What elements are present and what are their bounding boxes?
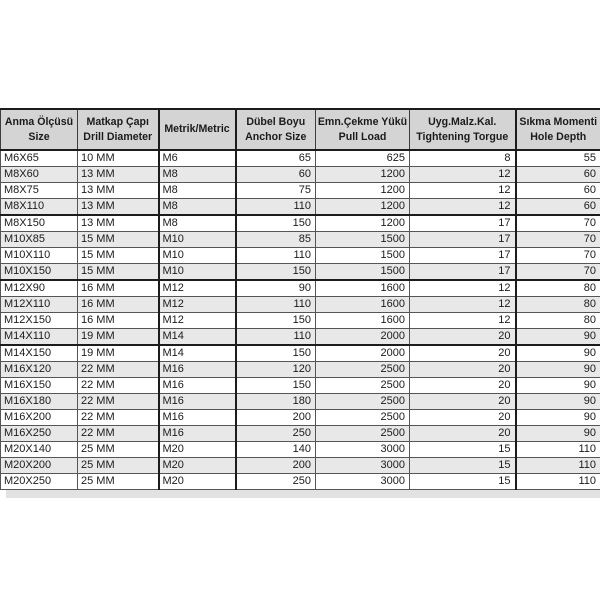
column-header-4 [236,109,316,150]
table-cell: 12 [410,297,516,313]
table-cell: 90 [516,426,600,442]
table-cell: 17 [410,264,516,281]
column-header-line1: Dübel Boyu [246,115,306,128]
table-cell: 25 MM [78,442,159,458]
table-cell: 60 [236,167,316,183]
table-header [1,109,600,150]
table-cell: M14X110 [1,329,78,346]
table-row [1,215,600,232]
table-cell: 120 [236,362,316,378]
table-cell: 60 [516,167,600,183]
table-cell: M8 [159,199,236,216]
column-header-line2: Tightening Torgue [416,130,509,143]
table-cell: 20 [410,410,516,426]
table-cell: 110 [516,474,600,490]
table-cell: M16 [159,394,236,410]
table-cell: 16 MM [78,297,159,313]
table-cell: M16X120 [1,362,78,378]
table-cell: 55 [516,150,600,167]
table-cell: 8 [410,150,516,167]
table-cell: 90 [516,410,600,426]
table-row [1,232,600,248]
table-cell: 90 [516,394,600,410]
table-cell: 80 [516,280,600,297]
table-cell: 10 MM [78,150,159,167]
table-cell: M16X150 [1,378,78,394]
table-cell: 17 [410,232,516,248]
table-cell: 110 [516,442,600,458]
table-cell: M8X150 [1,215,78,232]
table-cell: M16 [159,426,236,442]
table-cell: M16 [159,410,236,426]
table-cell: 200 [236,458,316,474]
table-cell: 20 [410,394,516,410]
table-row [1,280,600,297]
table-cell: 60 [516,183,600,199]
table-row [1,410,600,426]
table-cell: 2000 [316,329,410,346]
table-cell: 3000 [316,458,410,474]
table-cell: 12 [410,313,516,329]
table-cell: 25 MM [78,474,159,490]
table-cell: M16 [159,378,236,394]
table-cell: 19 MM [78,329,159,346]
table-cell: 70 [516,248,600,264]
table-cell: 250 [236,426,316,442]
table-cell: 625 [316,150,410,167]
table-cell: 180 [236,394,316,410]
table-cell: 12 [410,183,516,199]
table-cell: 1200 [316,167,410,183]
table-cell: M8 [159,215,236,232]
table-row [1,362,600,378]
table-cell: M6 [159,150,236,167]
table-cell: 150 [236,345,316,362]
table-cell: 110 [236,199,316,216]
table-cell: 20 [410,362,516,378]
table-cell: 15 [410,458,516,474]
table-cell: M8X75 [1,183,78,199]
table-cell: M20 [159,474,236,490]
table-cell: M16X200 [1,410,78,426]
table-cell: 13 MM [78,183,159,199]
table-row [1,264,600,281]
table-cell: 60 [516,199,600,216]
table-row [1,297,600,313]
table-cell: 200 [236,410,316,426]
table-cell: 2500 [316,426,410,442]
table-cell: 140 [236,442,316,458]
table-cell: M10 [159,264,236,281]
table-row [1,183,600,199]
table-cell: 1200 [316,199,410,216]
table-cell: M20X140 [1,442,78,458]
table-cell: M10 [159,248,236,264]
table-cell: M20 [159,442,236,458]
table-cell: 1500 [316,264,410,281]
table-cell: 110 [236,329,316,346]
column-header-line1: Uyg.Malz.Kal. [428,115,497,128]
table-cell: 15 MM [78,264,159,281]
table-cell: 12 [410,167,516,183]
table-cell: 13 MM [78,199,159,216]
table-cell: 80 [516,297,600,313]
table-cell: 20 [410,345,516,362]
table-row [1,150,600,167]
column-header-5 [316,109,410,150]
table-cell: 15 MM [78,232,159,248]
column-header-line2: Hole Depth [530,130,587,143]
table-cell: M16X180 [1,394,78,410]
table-cell: M16X250 [1,426,78,442]
table-cell: M10 [159,232,236,248]
table-row [1,199,600,216]
table-cell: 70 [516,215,600,232]
table-cell: 65 [236,150,316,167]
table-cell: 3000 [316,474,410,490]
table-cell: 20 [410,329,516,346]
column-header-line1: Emn.Çekme Yükü [317,115,408,128]
table-cell: 20 [410,426,516,442]
table-row [1,345,600,362]
table-cell: 90 [236,280,316,297]
table-cell: 20 [410,378,516,394]
table-cell: 250 [236,474,316,490]
table-cell: M8 [159,167,236,183]
column-header-7 [516,109,600,150]
table-cell: M12X110 [1,297,78,313]
table-cell: M10X85 [1,232,78,248]
table-cell: 15 MM [78,248,159,264]
table-cell: 19 MM [78,345,159,362]
table-cell: 150 [236,313,316,329]
table-cell: M10X110 [1,248,78,264]
table-cell: 1200 [316,215,410,232]
table-cell: 17 [410,248,516,264]
spec-table-zone [0,108,600,498]
table-cell: 90 [516,378,600,394]
table-row [1,378,600,394]
table-cell: 22 MM [78,362,159,378]
table-row [1,394,600,410]
table-cell: 75 [236,183,316,199]
table-row [1,474,600,490]
table-cell: 22 MM [78,394,159,410]
table-row [1,458,600,474]
table-cell: M8X60 [1,167,78,183]
column-header-line1: Matkap Çapı [86,115,149,128]
column-header-3 [159,109,236,150]
table-cell: 85 [236,232,316,248]
table-body [1,150,600,490]
table-row [1,442,600,458]
column-header-6 [410,109,516,150]
table-row [1,167,600,183]
table-cell: 2500 [316,410,410,426]
table-cell: 150 [236,378,316,394]
table-cell: M6X65 [1,150,78,167]
table-cell: M14 [159,345,236,362]
table-cell: 16 MM [78,313,159,329]
table-cell: 2000 [316,345,410,362]
table-cell: M8 [159,183,236,199]
column-header-line2: Size [28,130,50,143]
table-cell: 90 [516,329,600,346]
table-cell: M12 [159,280,236,297]
table-row [1,329,600,346]
anchor-spec-table [0,108,600,490]
table-cell: M8X110 [1,199,78,216]
table-cell: M12 [159,297,236,313]
table-cell: 1600 [316,297,410,313]
column-header-2 [78,109,159,150]
table-cell: M20 [159,458,236,474]
table-row [1,426,600,442]
table-cell: M16 [159,362,236,378]
table-cell: 2500 [316,362,410,378]
table-cell: M12X90 [1,280,78,297]
table-cell: 1600 [316,280,410,297]
table-row [1,313,600,329]
table-cell: 15 [410,442,516,458]
table-cell: 17 [410,215,516,232]
table-drop-shadow [6,490,600,498]
table-cell: 22 MM [78,410,159,426]
table-cell: 13 MM [78,215,159,232]
table-cell: 2500 [316,378,410,394]
column-header-line1: Anma Ölçüsü [4,115,74,128]
table-cell: M14X150 [1,345,78,362]
table-cell: 110 [236,248,316,264]
table-cell: 22 MM [78,426,159,442]
table-cell: 16 MM [78,280,159,297]
table-cell: 90 [516,362,600,378]
header-row [1,109,600,150]
column-header-line2: Pull Load [338,130,387,143]
table-cell: 110 [236,297,316,313]
column-header-line2: Anchor Size [245,130,307,143]
table-cell: M10X150 [1,264,78,281]
column-header-line2: Drill Diameter [83,130,153,143]
table-cell: 3000 [316,442,410,458]
table-cell: M12X150 [1,313,78,329]
table-cell: 22 MM [78,378,159,394]
table-cell: 150 [236,264,316,281]
column-header-line1: Sıkma Momenti [519,115,598,128]
table-cell: 1500 [316,232,410,248]
table-cell: 25 MM [78,458,159,474]
table-cell: 70 [516,232,600,248]
table-cell: 90 [516,345,600,362]
table-cell: 12 [410,280,516,297]
column-header-1 [1,109,78,150]
table-cell: M12 [159,313,236,329]
table-cell: 1200 [316,183,410,199]
table-cell: 80 [516,313,600,329]
table-cell: 13 MM [78,167,159,183]
table-cell: 12 [410,199,516,216]
table-cell: M14 [159,329,236,346]
table-cell: M20X250 [1,474,78,490]
table-cell: 1500 [316,248,410,264]
table-cell: 2500 [316,394,410,410]
table-cell: 110 [516,458,600,474]
table-cell: 1600 [316,313,410,329]
table-cell: 70 [516,264,600,281]
table-cell: M20X200 [1,458,78,474]
table-row [1,248,600,264]
table-cell: 150 [236,215,316,232]
column-header-line1: Metrik/Metric [164,123,230,135]
table-cell: 15 [410,474,516,490]
